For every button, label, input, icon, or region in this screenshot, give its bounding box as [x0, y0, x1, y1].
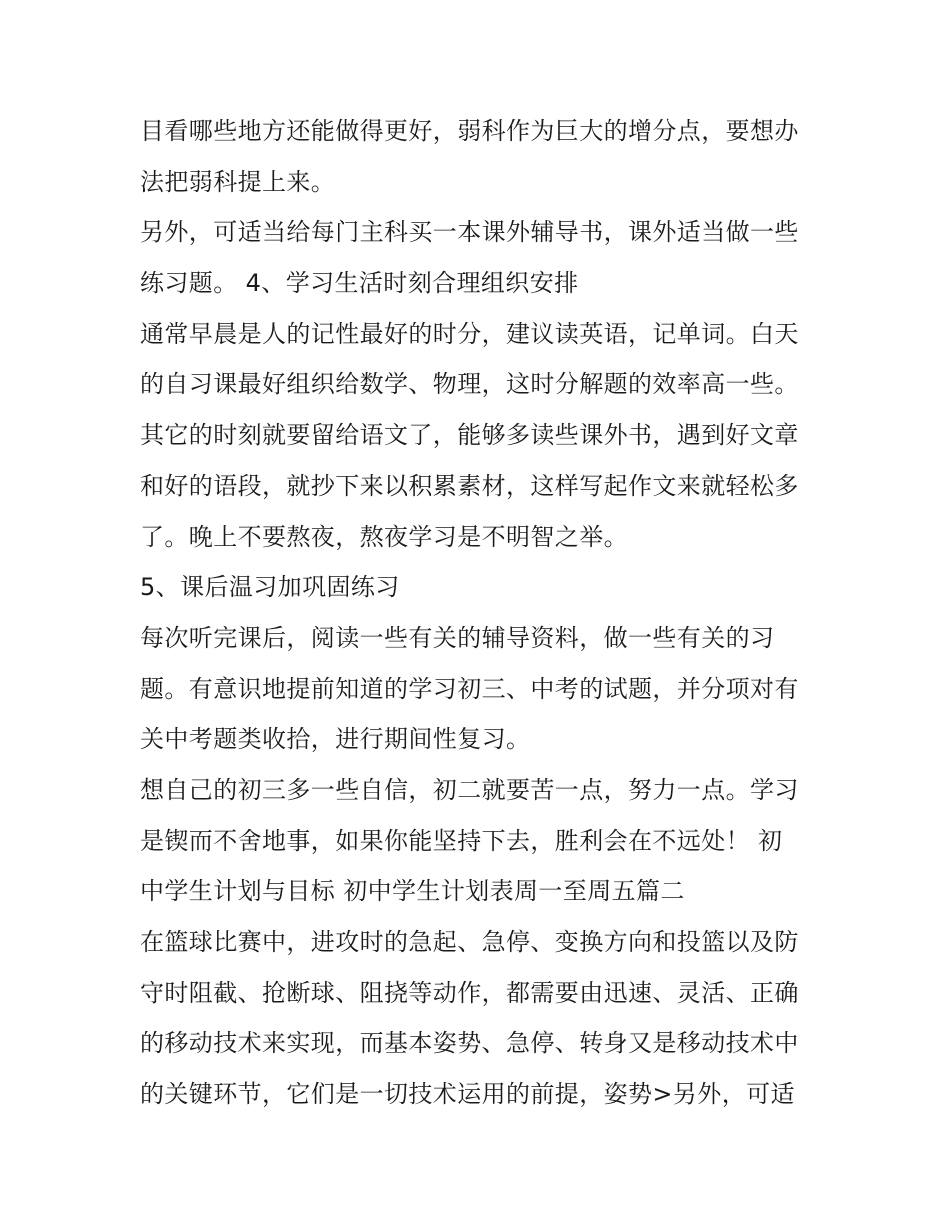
text-line: 守时阻截、抢断球、阻挠等动作，都需要由迅速、灵活、正确 [140, 978, 799, 1007]
text-line: 目看哪些地方还能做得更好，弱科作为巨大的增分点，要想办 [140, 117, 799, 145]
text-line: 的关键环节，它们是一切技术运用的前提，姿势>另外，可适 [140, 1080, 795, 1109]
text-line: 5、课后温习加巩固练习 [140, 573, 400, 602]
text-line: 关中考题类收拾，进行期间性复习。 [140, 725, 531, 754]
text-line: 是锲而不舍地事，如果你能坚持下去，胜利会在不远处！ 初 [140, 826, 783, 855]
text-line: 的移动技术来实现，而基本姿势、急停、转身又是移动技术中 [140, 1029, 799, 1058]
text-line: 通常早晨是人的记性最好的时分，建议读英语，记单词。白天 [140, 319, 799, 348]
body-text [140, 106, 820, 1120]
text-line: 其它的时刻就要留给语文了，能够多读些课外书，遇到好文章 [140, 421, 799, 450]
text-line: 题。有意识地提前知道的学习初三、中考的试题，并分项对有 [140, 674, 799, 703]
text-line: 每次听完课后，阅读一些有关的辅导资料，做一些有关的习 [140, 623, 775, 652]
text-line: 和好的语段，就抄下来以积累素材，这样写起作文来就轻松多 [140, 471, 799, 500]
text-line: 在篮球比赛中，进攻时的急起、急停、变换方向和投篮以及防 [140, 928, 799, 956]
text-line: 了。晚上不要熬夜，熬夜学习是不明智之举。 [140, 522, 628, 551]
text-line: 想自己的初三多一些自信，初二就要苦一点，努力一点。学习 [140, 775, 799, 804]
text-line: 法把弱科提上来。 [140, 167, 336, 196]
text-line: 的自习课最好组织给数学、物理，这时分解题的效率高一些。 [140, 370, 799, 399]
text-line: 另外，可适当给每门主科买一本课外辅导书，课外适当做一些 [140, 218, 799, 247]
text-line: 中学生计划与目标 初中学生计划表周一至周五篇二 [140, 877, 685, 906]
text-line: 练习题。 4、学习生活时刻合理组织安排 [140, 269, 579, 298]
